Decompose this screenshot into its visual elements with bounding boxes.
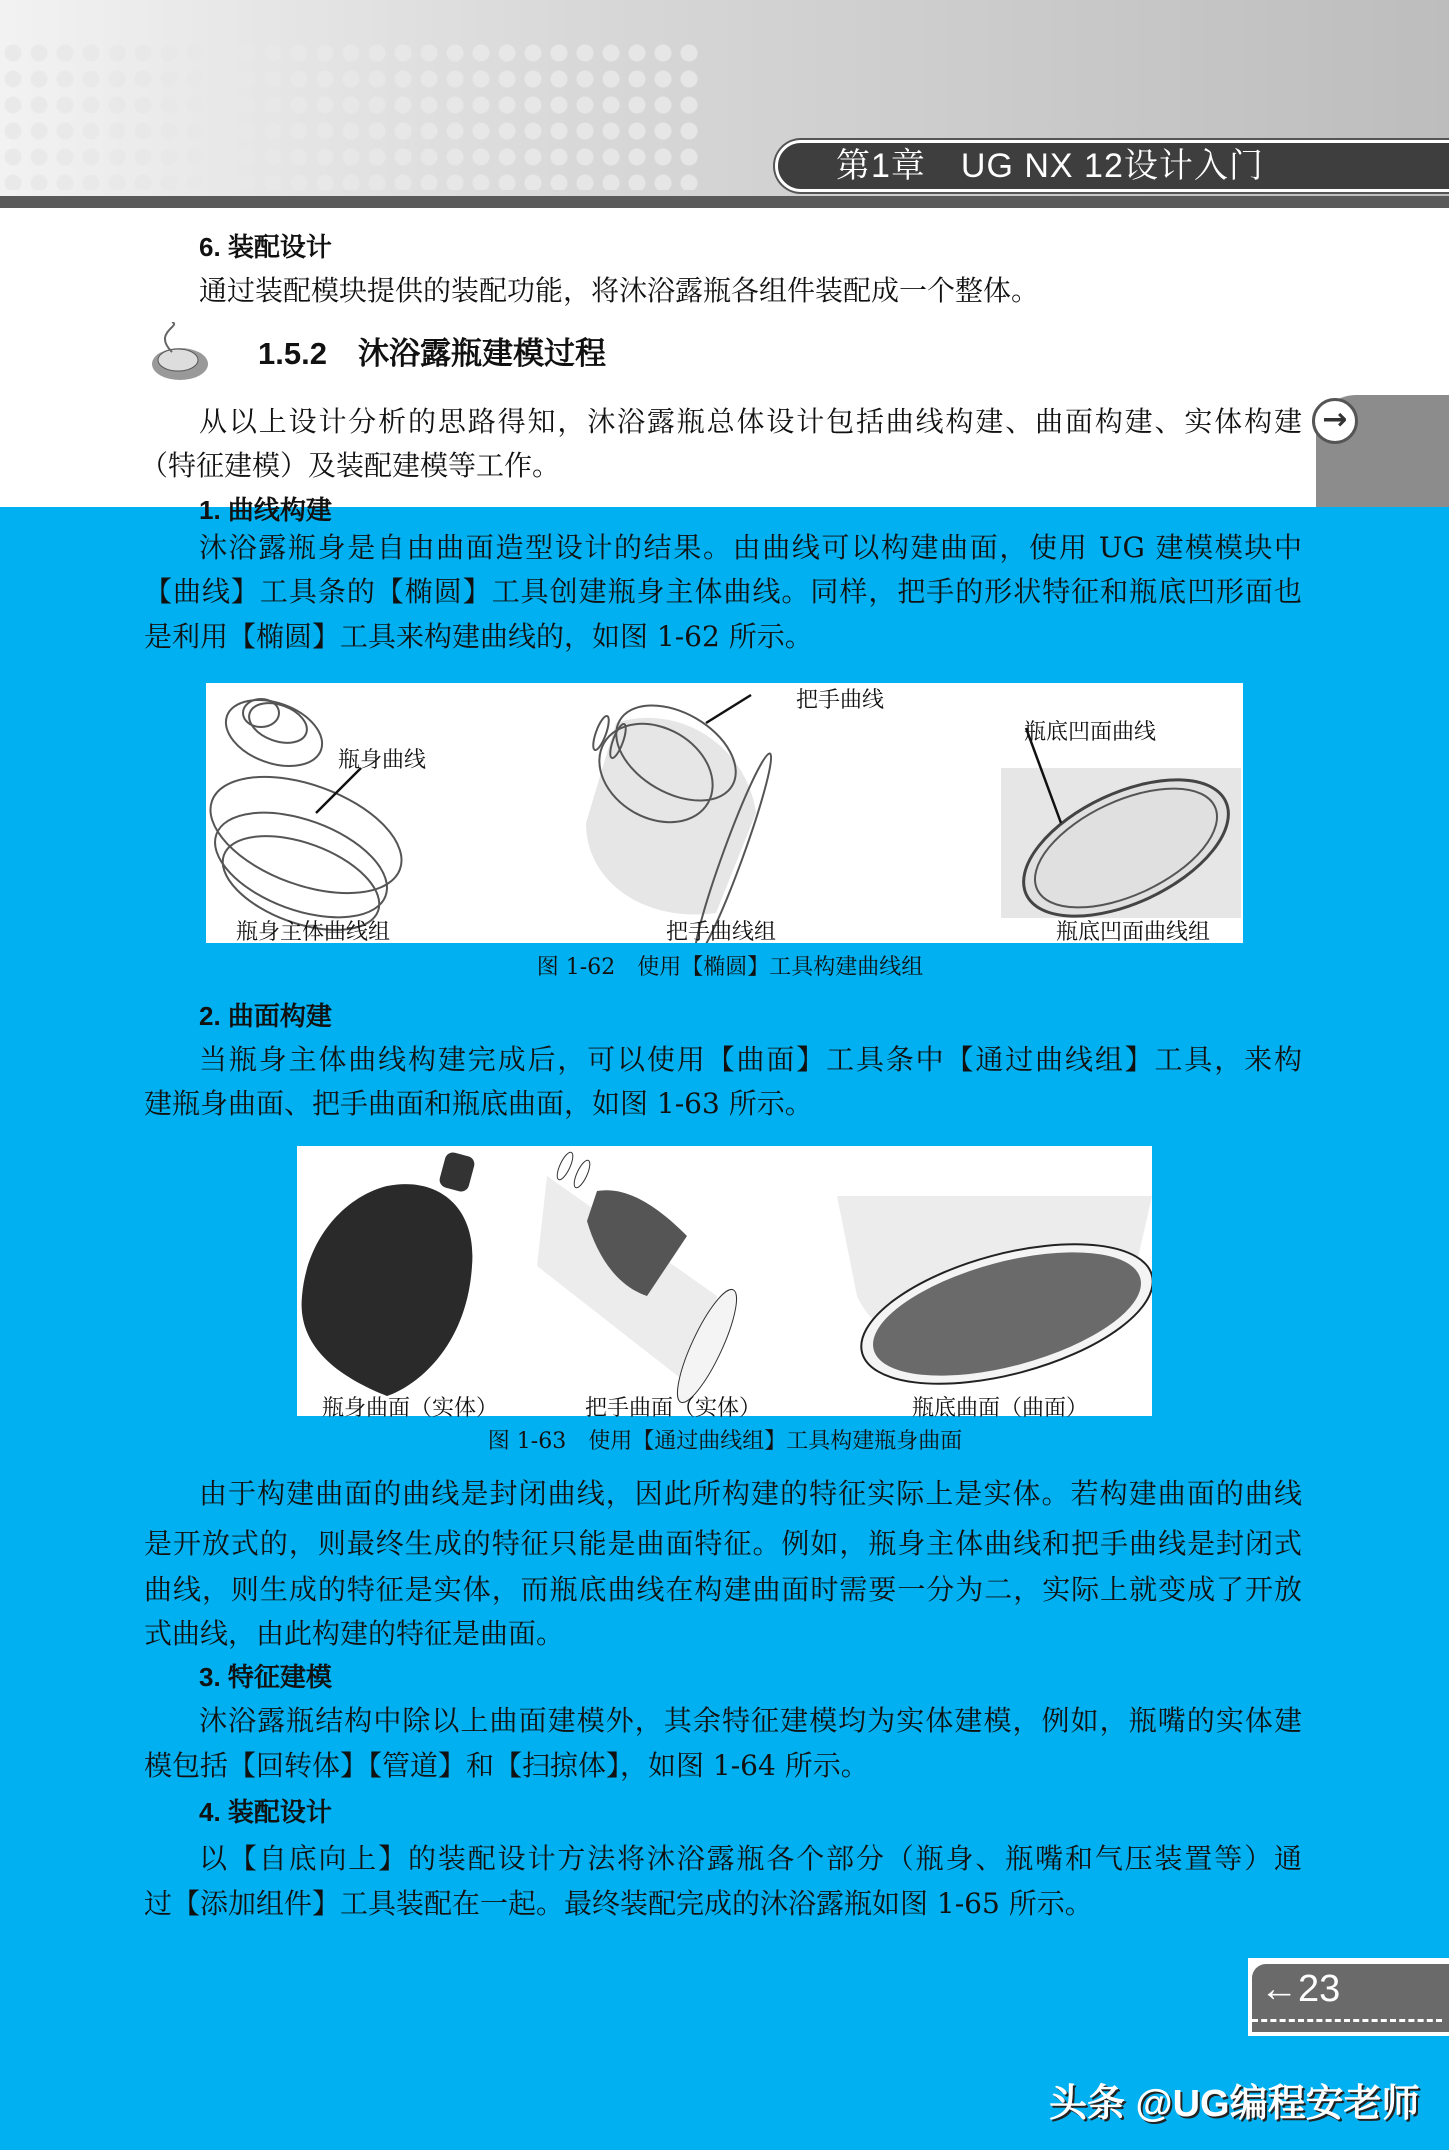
- chapter-title: 第1章 UG NX 12设计入门: [775, 140, 1449, 192]
- paragraph-line: 由于构建曲面的曲线是封闭曲线，因此所构建的特征实际上是实体。若构建曲面的曲线: [199, 1477, 1302, 1510]
- heading-assembly: 6. 装配设计: [199, 232, 332, 262]
- heading-assembly-2: 4. 装配设计: [199, 1797, 332, 1827]
- figure-label: 把手曲面（实体）: [585, 1396, 762, 1421]
- paragraph-line: 通过装配模块提供的装配功能，将沐浴露瓶各组件装配成一个整体。: [199, 274, 1040, 307]
- callout-label: 把手曲线: [796, 688, 885, 713]
- figure-caption: 图 1-63 使用【通过曲线组】工具构建瓶身曲面: [487, 1429, 963, 1454]
- paragraph-line: 曲线，则生成的特征是实体，而瓶底曲线在构建曲面时需要一分为二，实际上就变成了开放: [144, 1573, 1302, 1606]
- figure-label: 把手曲线组: [666, 920, 777, 945]
- paragraph-line: （特征建模）及装配建模等工作。: [140, 449, 561, 482]
- callout-label: 瓶身曲线: [338, 748, 427, 773]
- paragraph-line: 【曲线】工具条的【椭圆】工具创建瓶身主体曲线。同样，把手的形状特征和瓶底凹形面也: [144, 575, 1302, 608]
- paragraph-line: 式曲线，由此构建的特征是曲面。: [144, 1617, 565, 1650]
- mouse-icon: [142, 322, 212, 384]
- page-header: [0, 0, 1449, 205]
- section-title: 1.5.2 沐浴露瓶建模过程: [258, 336, 606, 371]
- dashed-line: [1252, 2019, 1442, 2022]
- heading-features: 3. 特征建模: [199, 1662, 332, 1692]
- paragraph-line: 是利用【椭圆】工具来构建曲线的，如图 1-62 所示。: [144, 620, 813, 653]
- figure-1-62: [206, 683, 1243, 943]
- paragraph-line: 是开放式的，则最终生成的特征只能是曲面特征。例如，瓶身主体曲线和把手曲线是封闭式: [144, 1527, 1302, 1560]
- figure-label: 瓶底曲面（曲面）: [912, 1396, 1089, 1421]
- heading-curves: 1. 曲线构建: [199, 495, 332, 525]
- paragraph-line: 以【自底向上】的装配设计方法将沐浴露瓶各个部分（瓶身、瓶嘴和气压装置等）通: [199, 1842, 1302, 1875]
- paragraph-line: 沐浴露瓶结构中除以上曲面建模外，其余特征建模均为实体建模，例如，瓶嘴的实体建: [199, 1704, 1302, 1737]
- figure-label: 瓶身主体曲线组: [236, 920, 391, 945]
- figure-1-63: [297, 1146, 1152, 1421]
- back-arrow-icon: ←: [1260, 1968, 1298, 2010]
- paragraph-line: 沐浴露瓶身是自由曲面造型设计的结果。由曲线可以构建曲面，使用 UG 建模模块中: [199, 531, 1302, 564]
- paragraph-line: 当瓶身主体曲线构建完成后，可以使用【曲面】工具条中【通过曲线组】工具，来构: [199, 1043, 1302, 1076]
- header-bar: [0, 196, 1449, 208]
- paragraph-line: 建瓶身曲面、把手曲面和瓶底曲面，如图 1-63 所示。: [144, 1087, 813, 1120]
- dot-pattern: [0, 40, 700, 190]
- figure-label: 瓶身曲面（实体）: [322, 1396, 499, 1421]
- page-number: 23: [1298, 1968, 1341, 2010]
- watermark: 头条 @UG编程安老师: [1049, 2083, 1420, 2125]
- page-number-box: [1248, 1958, 1449, 2036]
- paragraph-line: 模包括【回转体】【管道】和【扫掠体】，如图 1-64 所示。: [144, 1749, 869, 1782]
- heading-surfaces: 2. 曲面构建: [199, 1001, 332, 1031]
- paragraph-line: 过【添加组件】工具装配在一起。最终装配完成的沐浴露瓶如图 1-65 所示。: [144, 1887, 1093, 1920]
- next-arrow-icon[interactable]: →: [1312, 398, 1358, 444]
- callout-label: 瓶底凹面曲线: [1024, 720, 1157, 745]
- figure-caption: 图 1-62 使用【椭圆】工具构建曲线组: [536, 955, 924, 980]
- paragraph-line: 从以上设计分析的思路得知，沐浴露瓶总体设计包括曲线构建、曲面构建、实体构建: [199, 405, 1302, 438]
- figure-label: 瓶底凹面曲线组: [1056, 920, 1211, 945]
